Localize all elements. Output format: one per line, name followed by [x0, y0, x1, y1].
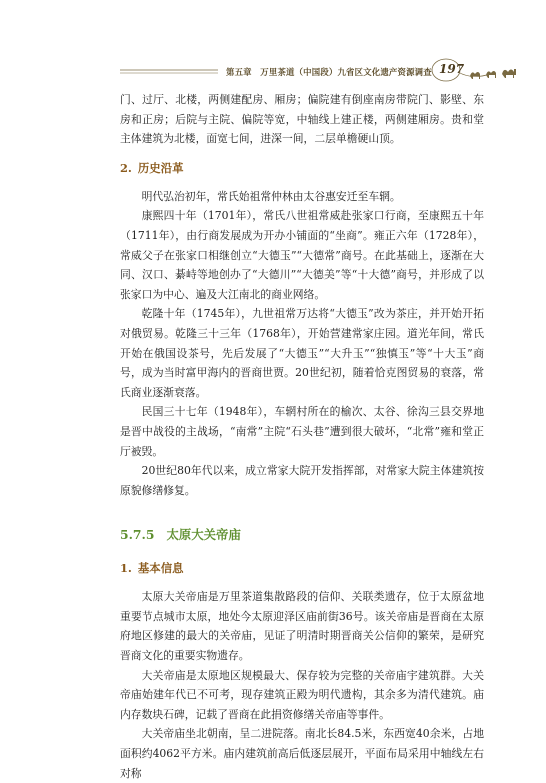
camel-caravan-ornament	[462, 60, 532, 84]
paragraph-history-3: 乾隆十年（1745年），九世祖常万达将“大德玉”改为茶庄，并开始开拓对俄贸易。乾隆三十三年（1768年），开始营建常家庄园。道光年间，常氏开始在俄国设茶号，先后发展了“大德玉”“大升玉”“独慎玉”等“十大玉”商号，成为当时富甲海内的晋商世贾。20世纪初，随着恰克图贸易的衰落，常氏商业逐渐衰落。	[120, 307, 484, 399]
heading-text: 基本信息	[137, 561, 184, 576]
running-header	[0, 0, 546, 100]
paragraph-basic-3: 大关帝庙坐北朝南，呈二进院落。南北长84.5米，东西宽40余米，占地面积约4062平方米。庙内建筑前高后低逐层展开，平面布局采用中轴线左右对称	[120, 727, 484, 780]
paragraph-basic-2: 大关帝庙是太原地区规模最大、保存较为完整的关帝庙宇建筑群。大关帝庙始建年代已不可考，现存建筑正殿为明代遗构，其余多为清代建筑。庙内存数块石碑，记载了晋商在此捐资修缮关帝庙等事件。	[120, 668, 484, 721]
section-title	[120, 526, 484, 544]
running-title: 第五章 万里茶道（中国段）九省区文化遗产资源调查	[226, 67, 432, 77]
section-title-text: 太原大关帝庙	[166, 527, 241, 543]
page-body	[120, 90, 484, 783]
tea-road-ornament-left	[0, 0, 546, 100]
page-number: 197	[439, 62, 465, 76]
heading-number: 2.	[120, 160, 132, 175]
paragraph-history-5: 20世纪80年代以来，成立常家大院开发指挥部，对常家大院主体建筑按原貌修缮修复。	[120, 464, 484, 497]
heading-text: 历史沿革	[137, 160, 184, 175]
paragraph-history-2: 康熙四十年（1701年），常氏八世祖常威赴张家口行商，至康熙五十年（1711年），由行商发展成为开办小铺面的“坐商”。雍正六年（1728年），常威父子在张家口相继创立“大德玉”“大德常”商号。在此基础上，逐渐在大同、汉口、綦峙等地创办了“大德川”“大德美”等“十大德”商号，并形成了以张家口为中心、遍及大江南北的商业网络。	[120, 209, 484, 301]
section-number: 5.7.5	[120, 527, 155, 543]
paragraph-basic-1: 太原大关帝庙是万里茶道集散路段的信仰、关联类遗存，位于太原盆地重要节点城市太原，地处今太原迎泽区庙前街36号。该关帝庙是晋商在太原府地区修建的最大的关帝庙，见证了明清时期晋商关公信仰的繁荣，是研究晋商文化的重要实物遗存。	[120, 590, 484, 663]
heading-number: 1.	[120, 561, 132, 576]
heading-history	[120, 160, 484, 176]
paragraph-intro: 门、过厅、北楼，两侧建配房、厢房；偏院建有倒座南房带院门、影壁、东房和正房；后院与主院、偏院等宽，中轴线上建正楼，两侧建厢房。贵和堂主体建筑为北楼，面宽七间，进深一间，二层单檐硬山顶。	[120, 93, 484, 146]
heading-basic-info	[120, 560, 484, 576]
paragraph-history-1: 明代弘治初年，常氏始祖常仲林由太谷惠安迁至车辋。	[141, 189, 401, 203]
paragraph-history-4: 民国三十七年（1948年），车辋村所在的榆次、太谷、徐沟三县交界地是晋中战役的主战场，“南常”主院“石头巷”遭到很大破坏，“北常”雍和堂正厅被毁。	[120, 405, 484, 458]
